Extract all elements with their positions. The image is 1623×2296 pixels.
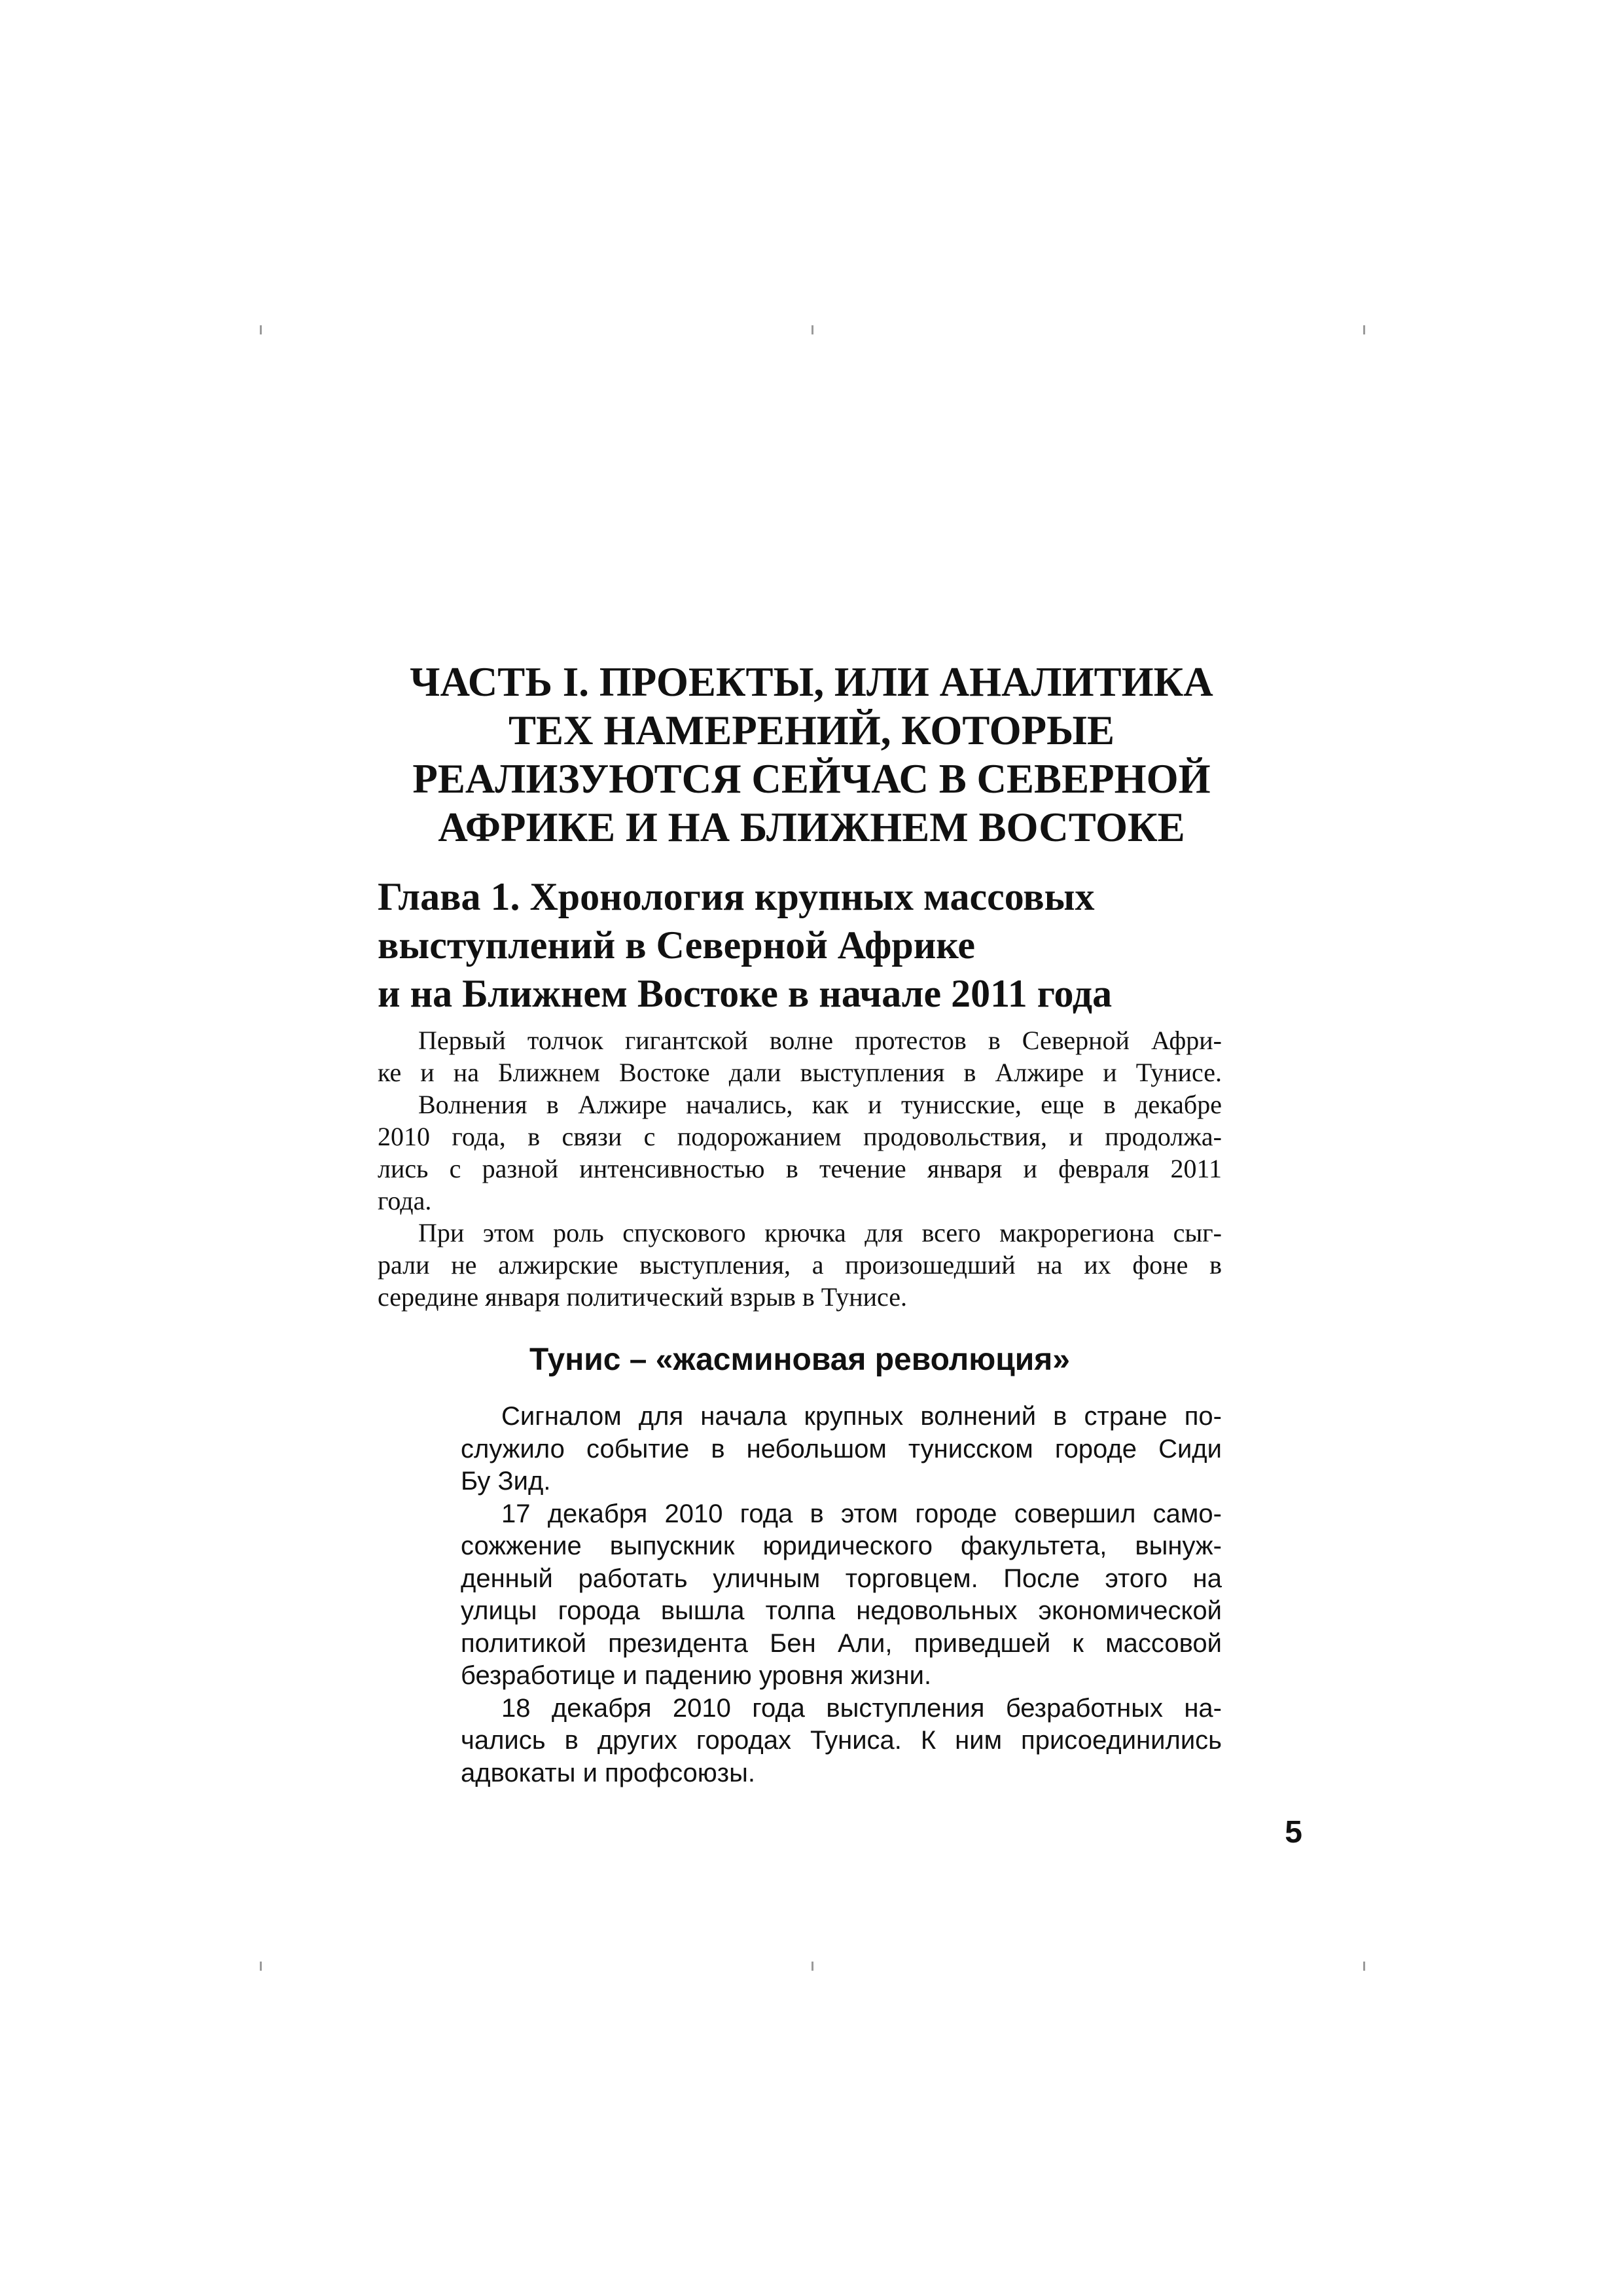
intro-text (378, 1024, 1222, 1313)
part-title (366, 658, 1257, 852)
section-paragraph (461, 1693, 1222, 1790)
crop-mark-bottom-right (1363, 1962, 1365, 1971)
text-line: Сигналом для начала крупных волнений в стране по- (501, 1402, 1222, 1431)
part-title-line: ЧАСТЬ I. ПРОЕКТЫ, ИЛИ АНАЛИТИКА (410, 659, 1213, 705)
page-number: 5 (1285, 1815, 1302, 1850)
section-paragraph (461, 1401, 1222, 1498)
part-title-line: АФРИКЕ И НА БЛИЖНЕМ ВОСТОКЕ (438, 804, 1185, 850)
text-line: Первый толчок гигантской волне протестов в Северной Афри- (418, 1026, 1222, 1055)
section-title: Тунис – «жасминовая революция» (529, 1342, 1070, 1377)
text-line: денный работать уличным торговцем. После этого на (461, 1564, 1222, 1593)
intro-paragraph (378, 1088, 1222, 1217)
intro-paragraph (378, 1217, 1222, 1313)
crop-mark-top-right (1363, 325, 1365, 334)
text-line: улицы города вышла толпа недовольных экономической (461, 1596, 1222, 1625)
text-line: сожжение выпускник юридического факультета, вынуж- (461, 1532, 1222, 1560)
part-title-line: ТЕХ НАМЕРЕНИЙ, КОТОРЫЕ (508, 708, 1115, 753)
text-line: ке и на Ближнем Востоке дали выступления в Алжире и Тунисе. (378, 1058, 1222, 1087)
text-line: 2010 года, в связи с подорожанием продовольствия, и продолжа- (378, 1122, 1222, 1151)
text-line: Волнения в Алжире начались, как и тунисские, еще в декабре (418, 1090, 1222, 1119)
text-line: адвокаты и профсоюзы. (461, 1758, 755, 1787)
text-line: 17 декабря 2010 года в этом городе совершил само- (501, 1499, 1222, 1528)
crop-mark-bottom-center (812, 1962, 813, 1971)
text-line: середине января политический взрыв в Тунисе. (378, 1282, 908, 1312)
text-line: чались в других городах Туниса. К ним присоединились (461, 1726, 1222, 1755)
chapter-title-line: и на Ближнем Востоке в начале 2011 года (378, 972, 1113, 1015)
text-line: рали не алжирские выступления, а произошедший на их фоне в (378, 1250, 1222, 1280)
crop-mark-top-left (260, 325, 262, 334)
section-text (461, 1401, 1222, 1789)
text-line: года. (378, 1186, 432, 1215)
text-line: лись с разной интенсивностью в течение января и февраля 2011 (378, 1154, 1222, 1183)
crop-mark-bottom-left (260, 1962, 262, 1971)
chapter-title (378, 872, 1294, 1018)
text-line: Бу Зид. (461, 1467, 551, 1496)
text-line: При этом роль спускового крючка для всего макрорегиона сыг- (418, 1218, 1222, 1247)
chapter-title-line: Глава 1. Хронология крупных массовых (378, 875, 1095, 918)
chapter-title-line: выступлений в Северной Африке (378, 924, 975, 967)
crop-mark-top-center (812, 325, 813, 334)
part-title-line: РЕАЛИЗУЮТСЯ СЕЙЧАС В СЕВЕРНОЙ (412, 756, 1211, 802)
section-paragraph (461, 1498, 1222, 1693)
text-line: 18 декабря 2010 года выступления безработных на- (501, 1693, 1222, 1723)
intro-paragraph (378, 1024, 1222, 1088)
text-line: служило событие в небольшом тунисском городе Сиди (461, 1434, 1222, 1463)
text-line: политикой президента Бен Али, приведшей к массовой (461, 1628, 1222, 1658)
text-line: безработице и падению уровня жизни. (461, 1661, 932, 1690)
